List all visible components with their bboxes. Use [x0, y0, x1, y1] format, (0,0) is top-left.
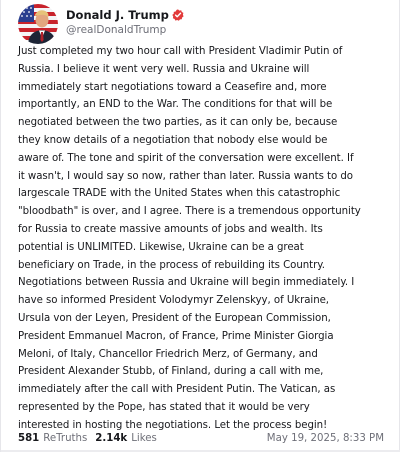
- post-text-line: interested in hosting the negotiations. Let the process begin!: [18, 419, 328, 431]
- post-text-line: "bloodbath" is over, and I agree. There is a tremendous opportunity: [18, 206, 361, 218]
- post-text-line: have so informed President Volodymyr Zelenskyy, of Ukraine,: [18, 295, 330, 307]
- post-text-line: beneficiary on Trade, in the process of rebuilding its Country.: [18, 259, 325, 271]
- post-body: [18, 43, 388, 435]
- post-text-line: for Russia to create massive amounts of jobs and wealth. Its: [18, 223, 323, 235]
- retruths-label: ReTruths: [43, 432, 88, 444]
- post-text-line: potential is UNLIMITED. Likewise, Ukraine can be a great: [18, 241, 304, 253]
- post-footer: [18, 430, 384, 446]
- retruths-count: 581: [18, 432, 40, 444]
- post-text-line: Negotiations between Russia and Ukraine will begin immediately. I: [18, 277, 355, 289]
- post-timestamp[interactable]: May 19, 2025, 8:33 PM: [266, 432, 384, 444]
- post-text-line: they know details of a negotiation that nobody else would be: [18, 134, 328, 146]
- post-text-line: importantly, an END to the War. The conditions for that will be: [18, 99, 333, 111]
- post-text-line: Ursula von der Leyen, President of the European Commission,: [18, 312, 331, 324]
- likes-stat[interactable]: [95, 433, 157, 444]
- post-text-line: negotiated between the two parties, as it can only be, because: [18, 117, 338, 129]
- verified-badge-icon: [172, 9, 184, 21]
- author-display-name[interactable]: Donald J. Trump: [66, 8, 169, 22]
- avatar[interactable]: [18, 4, 58, 44]
- post-text-line: represented by the Pope, has stated that it would be very: [18, 401, 310, 413]
- author-handle[interactable]: @realDonaldTrump: [66, 24, 167, 36]
- likes-label: Likes: [131, 432, 157, 444]
- author-names: [66, 8, 184, 37]
- post-text-line: aware of. The tone and spirit of the conversation were excellent. If: [18, 152, 354, 164]
- post-text-line: Russia. I believe it went very well. Russia and Ukraine will: [18, 63, 310, 75]
- post-text-line: President Alexander Stubb, of Finland, during a call with me,: [18, 366, 324, 378]
- retruths-stat[interactable]: [18, 433, 87, 444]
- post-text-line: largescale TRADE with the United States when this catastrophic: [18, 188, 341, 200]
- post-text-line: it wasn't, I would say so now, rather than later. Russia wants to do: [18, 170, 353, 182]
- post-header: [18, 4, 184, 44]
- post-text-line: immediately start negotiations toward a Ceasefire and, more: [18, 81, 327, 93]
- post-text-line: President Emmanuel Macron, of France, Prime Minister Giorgia: [18, 330, 334, 342]
- likes-count: 2.14k: [95, 432, 128, 444]
- post-text-line: Just completed my two hour call with President Vladimir Putin of: [18, 46, 343, 57]
- post-text-line: immediately after the call with President Putin. The Vatican, as: [18, 384, 336, 396]
- name-row: [66, 8, 184, 22]
- post-text-line: Meloni, of Italy, Chancellor Friedrich Merz, of Germany, and: [18, 348, 318, 360]
